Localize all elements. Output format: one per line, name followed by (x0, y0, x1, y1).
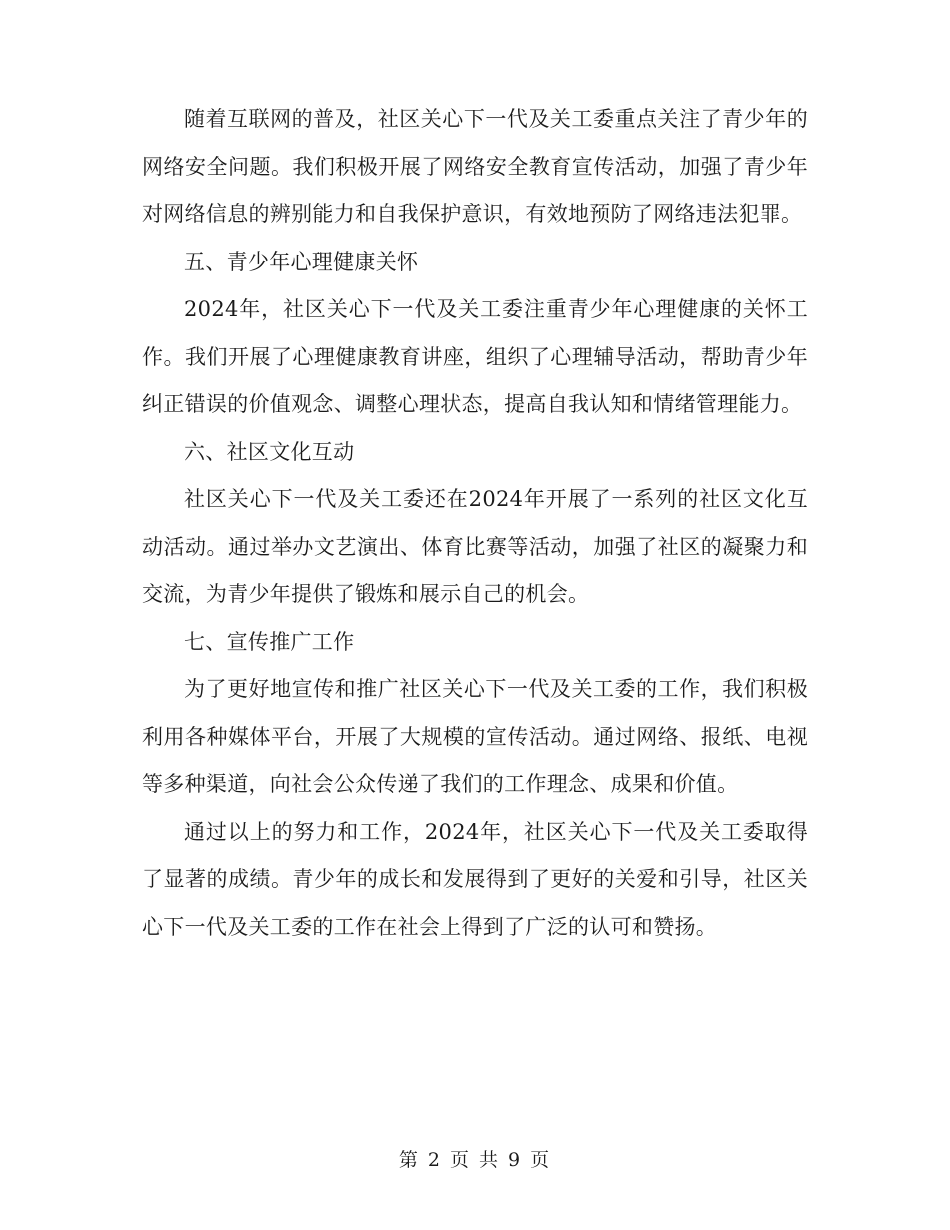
page-number-footer: 第 2 页 共 9 页 (398, 1149, 552, 1171)
section-heading-6: 六、社区文化互动 (184, 439, 355, 464)
paragraph-culture-interaction: 社区关心下一代及关工委还在2024年开展了一系列的社区文化互动活动。通过举办文艺演出、体育比赛等活动，加强了社区的凝聚力和交流，为青少年提供了锻炼和展示自己的机会。 (142, 487, 808, 606)
paragraph-internet-safety: 随着互联网的普及，社区关心下一代及关工委重点关注了青少年的网络安全问题。我们积极开展了网络安全教育宣传活动，加强了青少年对网络信息的辨别能力和自我保护意识，有效地预防了网络违法犯罪。 (142, 107, 808, 226)
paragraph-summary: 通过以上的努力和工作，2024年，社区关心下一代及关工委取得了显著的成绩。青少年的成长和发展得到了更好的关爱和引导，社区关心下一代及关工委的工作在社会上得到了广泛的认可和赞扬。 (142, 819, 808, 939)
section-heading-7: 七、宣传推广工作 (184, 629, 355, 654)
paragraph-promotion: 为了更好地宣传和推广社区关心下一代及关工委的工作，我们积极利用各种媒体平台，开展了大规模的宣传活动。通过网络、报纸、电视等多种渠道，向社会公众传递了我们的工作理念、成果和价值。 (142, 677, 808, 796)
section-heading-5: 五、青少年心理健康关怀 (184, 249, 419, 274)
document-body (142, 96, 808, 951)
paragraph-mental-health: 2024年，社区关心下一代及关工委注重青少年心理健康的关怀工作。我们开展了心理健康教育讲座，组织了心理辅导活动，帮助青少年纠正错误的价值观念、调整心理状态，提高自我认知和情绪管理能力。 (142, 297, 808, 416)
